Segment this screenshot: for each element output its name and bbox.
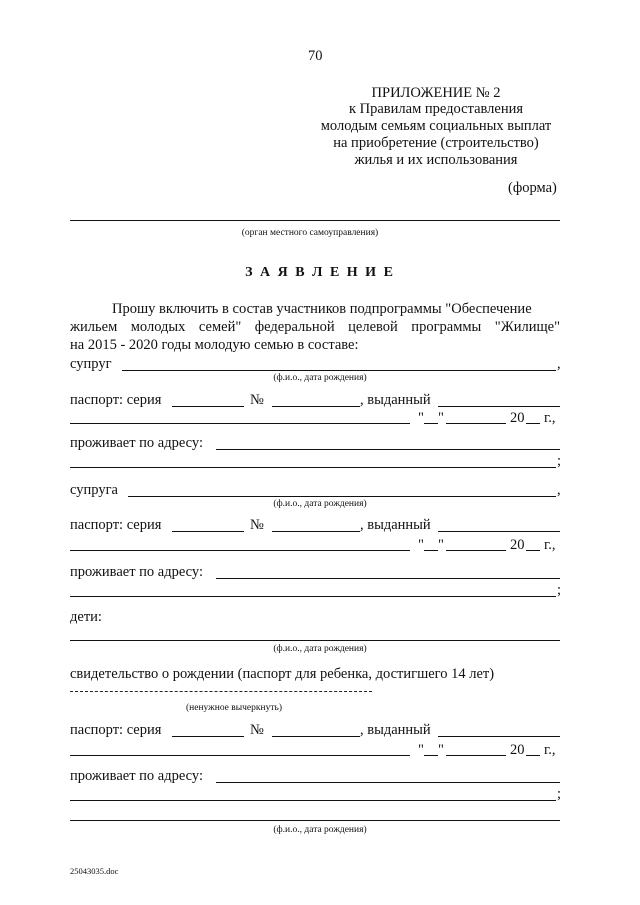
husband-address-field-2[interactable] <box>70 467 556 468</box>
children-label: дети: <box>70 609 102 625</box>
wife-fio-field[interactable] <box>128 496 556 497</box>
second-child-fio-caption: (ф.и.о., дата рождения) <box>273 825 367 835</box>
wife-quote-open: " <box>418 537 424 553</box>
child-fio-caption: (ф.и.о., дата рождения) <box>273 644 367 654</box>
appendix-line-2: молодым семьям социальных выплат <box>320 118 552 134</box>
child-passport-series-field[interactable] <box>172 736 244 737</box>
authority-caption: (орган местного самоуправления) <box>241 228 379 238</box>
child-address-field[interactable] <box>216 782 560 783</box>
wife-address-field-2[interactable] <box>70 596 556 597</box>
child-passport-label: паспорт: серия <box>70 722 162 738</box>
husband-address-field[interactable] <box>216 449 560 450</box>
appendix-line-1: к Правилам предоставления <box>348 101 524 117</box>
page-number: 70 <box>308 48 323 64</box>
wife-quote-close: " <box>438 537 444 553</box>
wife-issued-by-field[interactable] <box>438 531 560 532</box>
wife-year-prefix: 20 <box>510 537 525 553</box>
wife-passport-label: паспорт: серия <box>70 517 162 533</box>
child-semicolon: ; <box>557 786 562 802</box>
husband-month-field[interactable] <box>446 423 506 424</box>
husband-year-suffix: г., <box>544 410 556 426</box>
child-issued-by-field[interactable] <box>438 736 560 737</box>
wife-label: супруга <box>70 482 118 498</box>
wife-address-label: проживает по адресу: <box>70 564 203 580</box>
husband-year-field[interactable] <box>526 423 540 424</box>
wife-day-field[interactable] <box>424 550 438 551</box>
husband-day-field[interactable] <box>424 423 438 424</box>
husband-issued-label: , выданный <box>360 392 431 408</box>
husband-address-label: проживает по адресу: <box>70 435 203 451</box>
appendix-line-3: на приобретение (строительство) <box>333 135 539 151</box>
husband-fio-caption: (ф.и.о., дата рождения) <box>273 373 367 383</box>
husband-semicolon: ; <box>557 453 562 469</box>
document-title: З А Я В Л Е Н И Е <box>245 265 395 280</box>
child-issued-label: , выданный <box>360 722 431 738</box>
child-number-sign: № <box>250 722 264 738</box>
child-fio-field[interactable] <box>70 640 560 641</box>
child-quote-close: " <box>438 742 444 758</box>
wife-semicolon: ; <box>557 582 562 598</box>
husband-issued-by-field-2[interactable] <box>70 423 410 424</box>
child-address-label: проживает по адресу: <box>70 768 203 784</box>
child-passport-number-field[interactable] <box>272 736 360 737</box>
wife-issued-label: , выданный <box>360 517 431 533</box>
husband-fio-field[interactable] <box>122 370 556 371</box>
husband-quote-close: " <box>438 410 444 426</box>
form-label: (форма) <box>508 180 557 196</box>
intro-line-3: на 2015 - 2020 годы молодую семью в составе: <box>70 337 359 353</box>
child-address-field-2[interactable] <box>70 800 556 801</box>
wife-comma: , <box>557 482 561 498</box>
cross-out-caption: (ненужное вычеркнуть) <box>186 703 282 713</box>
authority-line <box>70 220 560 221</box>
appendix-title: ПРИЛОЖЕНИЕ № 2 <box>371 85 501 101</box>
husband-number-sign: № <box>250 392 264 408</box>
intro-line-1: Прошу включить в состав участников подпрограммы "Обеспечение <box>112 301 532 317</box>
wife-fio-caption: (ф.и.о., дата рождения) <box>273 499 367 509</box>
child-year-field[interactable] <box>526 755 540 756</box>
child-issued-by-field-2[interactable] <box>70 755 410 756</box>
husband-quote-open: " <box>418 410 424 426</box>
husband-passport-number-field[interactable] <box>272 406 360 407</box>
wife-passport-series-field[interactable] <box>172 531 244 532</box>
husband-year-prefix: 20 <box>510 410 525 426</box>
birth-certificate-field[interactable] <box>70 691 372 692</box>
husband-passport-series-field[interactable] <box>172 406 244 407</box>
wife-year-suffix: г., <box>544 537 556 553</box>
birth-certificate-label: свидетельство о рождении (паспорт для ребенка, достигшего 14 лет) <box>70 666 495 682</box>
appendix-line-4: жилья и их использования <box>354 152 518 168</box>
wife-month-field[interactable] <box>446 550 506 551</box>
wife-year-field[interactable] <box>526 550 540 551</box>
wife-issued-by-field-2[interactable] <box>70 550 410 551</box>
second-child-fio-field[interactable] <box>70 820 560 821</box>
child-year-suffix: г., <box>544 742 556 758</box>
footer-doc-name: 25043035.doc <box>70 866 119 876</box>
husband-comma: , <box>557 356 561 372</box>
husband-issued-by-field[interactable] <box>438 406 560 407</box>
child-year-prefix: 20 <box>510 742 525 758</box>
child-quote-open: " <box>418 742 424 758</box>
husband-passport-label: паспорт: серия <box>70 392 162 408</box>
child-day-field[interactable] <box>424 755 438 756</box>
intro-line-2: жильем молодых семей" федеральной целевой программы "Жилище" <box>70 319 560 335</box>
wife-address-field[interactable] <box>216 578 560 579</box>
wife-number-sign: № <box>250 517 264 533</box>
child-month-field[interactable] <box>446 755 506 756</box>
husband-label: супруг <box>70 356 112 372</box>
wife-passport-number-field[interactable] <box>272 531 360 532</box>
